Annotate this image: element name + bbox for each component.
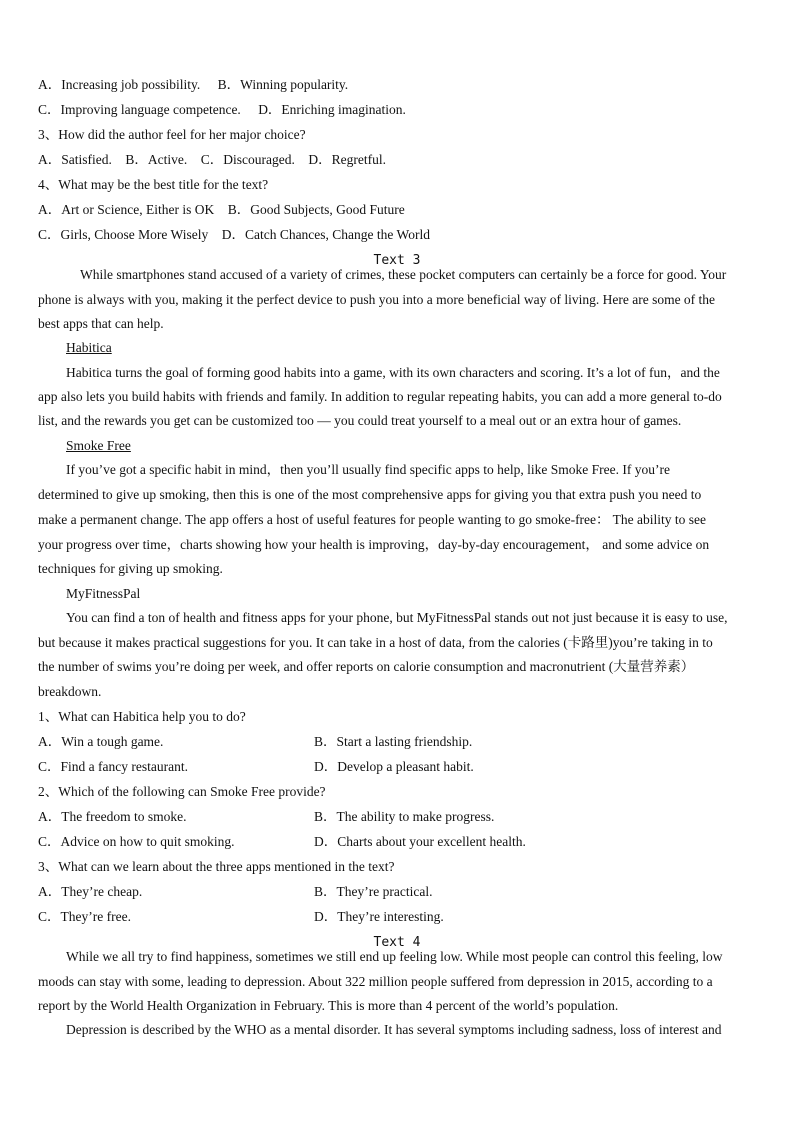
option-d: D．They’re interesting. xyxy=(314,909,444,924)
paragraph-line: You can find a ton of health and fitness apps for your phone, but MyFitnessPal stands out not just because it is easy to use, xyxy=(66,610,728,625)
option-a: A．Win a tough game. xyxy=(38,734,164,749)
question-options-row xyxy=(38,98,756,123)
section-heading-text-3: Text 3 xyxy=(373,253,421,268)
option-c: C．Advice on how to quit smoking. xyxy=(38,834,235,849)
question-options-row: C．Girls, Choose More Wisely D．Catch Chances, Change the World xyxy=(38,227,430,242)
paragraph-line: but because it makes practical suggestions for you. It can take in a host of data, from the calories (卡路里)you’re taking in to xyxy=(38,635,713,650)
option-a: A．Increasing job possibility. xyxy=(38,77,201,92)
option-b: B．Winning popularity. xyxy=(217,77,349,92)
paragraph-line: the number of swims you’re doing per week, and offer reports on calorie consumption and macronutrient (大量营养素） xyxy=(38,659,695,674)
paragraph-line: best apps that can help. xyxy=(38,316,164,331)
question-stem: 1、What can Habitica help you to do? xyxy=(38,709,246,724)
question-options-row xyxy=(38,730,756,755)
question-options-row: A．Art or Science, Either is OK B．Good Subjects, Good Future xyxy=(38,202,405,217)
paragraph-line: list, and the rewards you get can be customized too — you could treat yourself to a meal out or an extra hour of games. xyxy=(38,413,682,428)
question-stem: 2、Which of the following can Smoke Free provide? xyxy=(38,784,326,799)
question-stem: 3、How did the author feel for her major choice? xyxy=(38,127,306,142)
option-a: A．The freedom to smoke. xyxy=(38,809,187,824)
paragraph-line: report by the World Health Organization in February. This is more than 4 percent of the world’s population. xyxy=(38,998,619,1013)
paragraph-line: moods can stay with some, leading to depression. About 322 million people suffered from depression in 2015, according to a xyxy=(38,974,713,989)
option-c: C．Find a fancy restaurant. xyxy=(38,759,188,774)
question-stem: 3、What can we learn about the three apps mentioned in the text? xyxy=(38,859,395,874)
paragraph-line: If you’ve got a specific habit in mind，then you’ll usually find specific apps to help, like Smoke Free. If you’re xyxy=(66,462,670,477)
option-d: D．Charts about your excellent health. xyxy=(314,834,526,849)
paragraph-line: techniques for giving up smoking. xyxy=(38,561,223,576)
option-c: C．Improving language competence. xyxy=(38,102,241,117)
question-options-row xyxy=(38,73,756,98)
paragraph-line: While smartphones stand accused of a variety of crimes, these pocket computers can certainly be a force for good. Your xyxy=(80,267,727,282)
paragraph-line: your progress over time，charts showing how your health is improving，day-by-day encouragement， and some advice on xyxy=(38,537,710,552)
option-c: C．They’re free. xyxy=(38,909,131,924)
app-title-text: Smoke Free xyxy=(66,438,131,453)
paragraph-line: phone is always with you, making it the perfect device to push you into a more beneficial way of living. Here are some of the xyxy=(38,292,716,307)
app-title-smoke-free xyxy=(66,434,756,459)
option-d: D．Develop a pleasant habit. xyxy=(314,759,474,774)
option-b: B．The ability to make progress. xyxy=(314,809,495,824)
paragraph-line: determined to give up smoking, then this is one of the most comprehensive apps for giving you that extra push you need to xyxy=(38,487,702,502)
paragraph-line: While we all try to find happiness, sometimes we still end up feeling low. While most people can control this feeling, low xyxy=(66,949,723,964)
paragraph-line: make a permanent change. The app offers a host of useful features for people wanting to go smoke-free： The ability to see xyxy=(38,512,707,527)
question-options-row xyxy=(38,805,756,830)
app-title-text: Habitica xyxy=(66,340,112,355)
question-options-row xyxy=(38,830,756,855)
question-options-row xyxy=(38,755,756,780)
option-b: B．Start a lasting friendship. xyxy=(314,734,473,749)
section-heading-text-4: Text 4 xyxy=(373,935,421,950)
paragraph-line: Depression is described by the WHO as a mental disorder. It has several symptoms including sadness, loss of interest and xyxy=(66,1022,722,1037)
question-options-row xyxy=(38,905,756,930)
paragraph-line: Habitica turns the goal of forming good habits into a game, with its own characters and scoring. It’s a lot of fun，and the xyxy=(66,365,720,380)
paragraph-line: breakdown. xyxy=(38,684,102,699)
question-options-row: A．Satisfied. B．Active. C．Discouraged. D．Regretful. xyxy=(38,152,386,167)
paragraph-line: app also lets you build habits with friends and family. In addition to regular repeating habits, you can add a more general to-do xyxy=(38,389,722,404)
app-title-myfitnesspal: MyFitnessPal xyxy=(66,586,141,601)
option-a: A．They’re cheap. xyxy=(38,884,143,899)
option-b: B．They’re practical. xyxy=(314,884,433,899)
option-d: D．Enriching imagination. xyxy=(258,102,406,117)
app-title-habitica xyxy=(66,336,756,361)
question-stem: 4、What may be the best title for the text? xyxy=(38,177,269,192)
question-options-row xyxy=(38,880,756,905)
